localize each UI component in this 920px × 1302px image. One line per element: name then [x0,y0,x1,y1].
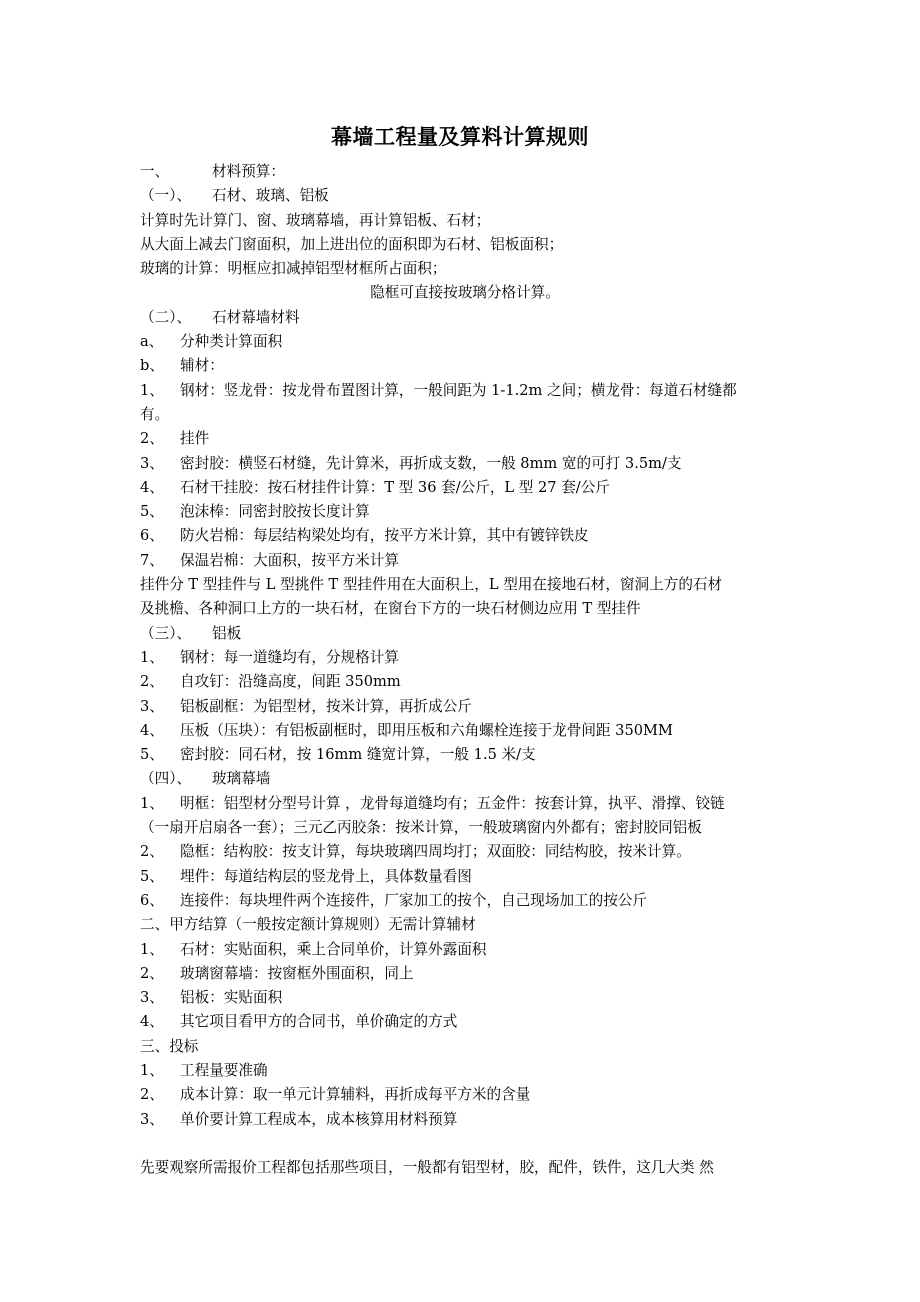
list-item-number: 3、 [140,454,164,472]
list-item-text: 铝板：实贴面积 [180,989,283,1007]
subsection-heading-1 [140,184,790,208]
list-item-number: 4、 [140,478,164,496]
list-item [140,889,790,913]
list-item-text: 自攻钉：沿缝高度，间距 350mm [180,673,401,691]
list-item-text: 密封胶：同石材，按 16mm 缝宽计算，一般 1.5 米/支 [180,746,536,764]
list-item [140,379,790,403]
list-item-number: 1、 [140,1061,164,1079]
list-item-text: 石材：实贴面积，乘上合同单价，计算外露面积 [180,940,487,958]
list-item-number: 6、 [140,527,164,545]
list-item-number: 1、 [140,648,164,666]
list-item-text: 成本计算：取一单元计算辅料，再折成每平方米的含量 [180,1086,531,1104]
list-item-text: 玻璃窗幕墙：按窗框外围面积，同上 [180,964,414,982]
list-item [140,500,790,524]
closing-paragraph: 先要观察所需报价工程都包括那些项目，一般都有铝型材，胶，配件，铁件，这几大类 然 [140,1159,714,1177]
list-item [140,670,790,694]
list-item [140,695,790,719]
section-number: 一、 [140,163,170,180]
subsection-number: （二）、 [140,308,192,326]
list-item-number: 2、 [140,1086,164,1104]
list-item-continuation: （一扇开启扇各一套）；三元乙丙胶条：按米计算，一般玻璃窗内外都有；密封胶同铝板 [140,819,702,837]
subsection-heading-2 [140,306,790,330]
list-item [140,719,790,743]
paragraph-line: 及挑檐、各种洞口上方的一块石材，在窗台下方的一块石材侧边应用 T 型挂件 [140,600,641,618]
list-item-text: 埋件：每道结构层的竖龙骨上，具体数量看图 [180,867,472,885]
subsection-number: （三）、 [140,624,192,642]
subsection-number: （一）、 [140,187,192,205]
list-item [140,938,790,962]
list-item-text: 其它项目看甲方的合同书，单价确定的方式 [180,1013,458,1031]
list-item-text: 连接件：每块埋件两个连接件，厂家加工的按个，自己现场加工的按公斤 [180,891,648,909]
list-item [140,452,790,476]
list-item-number: 3、 [140,697,164,715]
list-item-number: b、 [140,357,164,375]
section-heading-1 [140,160,790,184]
list-item-number: 6、 [140,891,164,909]
subsection-heading-text: 石材幕墙材料 [212,308,300,326]
list-item-number: 1、 [140,381,164,399]
section-heading-2: 二、甲方结算（一般按定额计算规则）无需计算辅材 [140,916,476,934]
subsection-heading-text: 石材、玻璃、铝板 [212,187,329,205]
paragraph-line: 计算时先计算门、窗、玻璃幕墙，再计算铝板、石材； [140,211,491,229]
list-item-number: 5、 [140,503,164,521]
list-item-text: 钢材：竖龙骨：按龙骨布置图计算，一般间距为 1-1.2m 之间；横龙骨：每道石材缝都 [180,381,737,399]
list-item-text: 防火岩棉：每层结构梁处均有，按平方米计算，其中有镀锌铁皮 [180,527,589,545]
list-item-number: 2、 [140,843,164,861]
list-item-number: 4、 [140,721,164,739]
list-item [140,1010,790,1034]
list-item-text: 辅材： [180,357,224,375]
list-item [140,354,790,378]
list-item-number: 3、 [140,989,164,1007]
list-item-number: 1、 [140,794,164,812]
list-item [140,840,790,864]
list-item [140,427,790,451]
list-item [140,743,790,767]
list-item-text: 钢材：每一道缝均有，分规格计算 [180,648,399,666]
list-item-text: 密封胶：横竖石材缝，先计算米，再折成支数，一般 8mm 宽的可打 3.5m/支 [180,454,682,472]
document-title: 幕墙工程量及算料计算规则 [331,125,589,149]
list-item-text: 泡沫棒：同密封胶按长度计算 [180,503,370,521]
list-item-text: 石材干挂胶：按石材挂件计算：T 型 36 套/公斤，L 型 27 套/公斤 [180,478,610,496]
paragraph-line: 挂件分 T 型挂件与 L 型挑件 T 型挂件用在大面积上，L 型用在接地石材，窗洞上方的石材 [140,576,723,594]
list-item [140,1108,790,1132]
list-item-number: 2、 [140,964,164,982]
list-item-text: 工程量要准确 [180,1061,268,1079]
list-item-number: 1、 [140,940,164,958]
list-item [140,986,790,1010]
list-item [140,1083,790,1107]
subsection-heading-4 [140,767,790,791]
list-item-number: 7、 [140,551,164,569]
subsection-number: （四）、 [140,770,192,788]
list-item [140,962,790,986]
list-item [140,792,790,816]
paragraph-line: 玻璃的计算：明框应扣减掉铝型材框所占面积； [140,260,447,278]
list-item-text: 挂件 [180,430,210,448]
list-item-text: 铝板副框：为铝型材，按米计算，再折成公斤 [180,697,472,715]
list-item-text: 分种类计算面积 [180,333,283,351]
list-item [140,865,790,889]
list-item [140,646,790,670]
paragraph-line-centered: 隐框可直接按玻璃分格计算。 [370,284,560,302]
subsection-heading-3 [140,622,790,646]
list-item [140,549,790,573]
list-item [140,330,790,354]
section-heading-text: 材料预算： [212,163,285,180]
list-item-number: 4、 [140,1013,164,1031]
list-item-number: 5、 [140,746,164,764]
blank-line [140,1132,790,1156]
subsection-heading-text: 玻璃幕墙 [212,770,271,788]
document-body [140,160,790,1180]
list-item-number: 3、 [140,1110,164,1128]
paragraph-line: 从大面上减去门窗面积，加上进出位的面积即为石材、铝板面积； [140,235,564,253]
list-item-number: 5、 [140,867,164,885]
list-item [140,476,790,500]
list-item-text: 压板（压块）：有铝板副框时，即用压板和六角螺栓连接于龙骨间距 350MM [180,721,673,739]
subsection-heading-text: 铝板 [212,624,242,642]
list-item-text: 单价要计算工程成本，成本核算用材料预算 [180,1110,458,1128]
list-item-number: 2、 [140,430,164,448]
list-item-number: a、 [140,333,164,351]
section-heading-3: 三、投标 [140,1037,199,1055]
list-item [140,1059,790,1083]
list-item-text: 明框：铝型材分型号计算 ，龙骨每道缝均有；五金件：按套计算，执平、滑撑、铰链 [180,794,725,812]
list-item-text: 隐框：结构胶：按支计算，每块玻璃四周均打；双面胶：同结构胶，按米计算。 [180,843,691,861]
list-item-text: 保温岩棉：大面积，按平方米计算 [180,551,399,569]
list-item-continuation: 有。 [140,405,170,423]
list-item-number: 2、 [140,673,164,691]
list-item [140,524,790,548]
